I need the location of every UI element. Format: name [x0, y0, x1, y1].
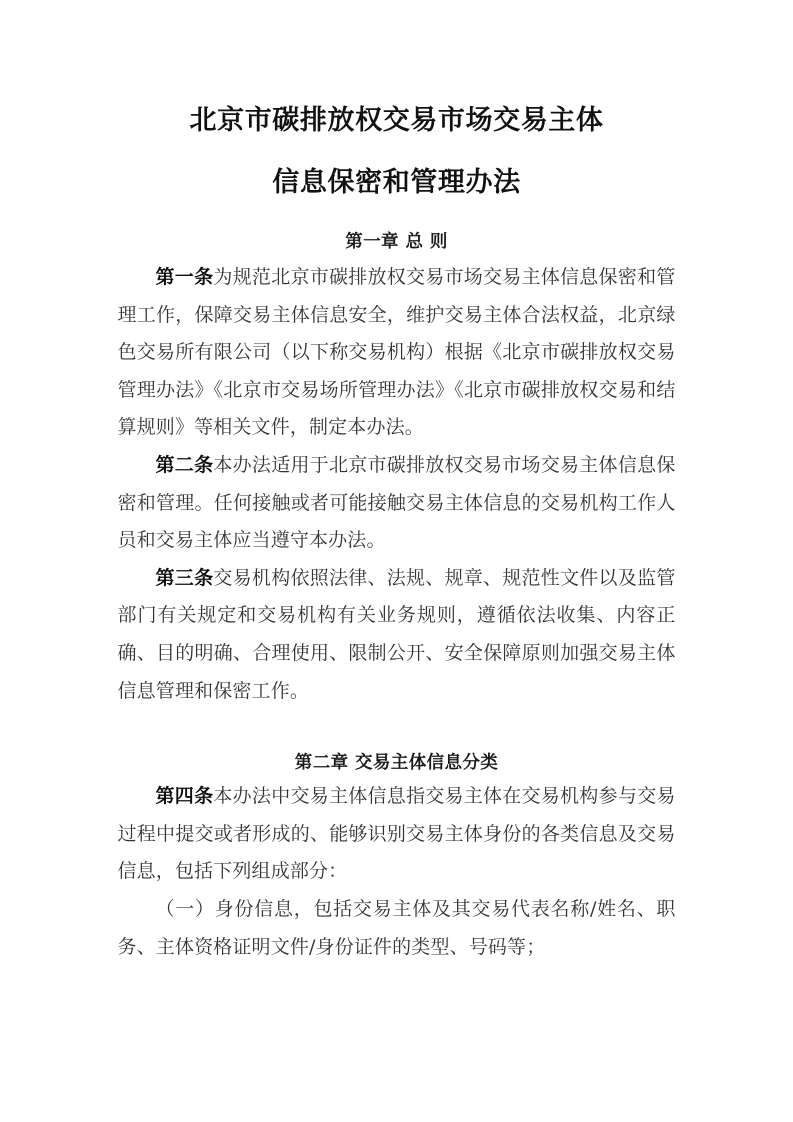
article-label: 第三条 [155, 566, 214, 589]
chapter-2-body [118, 778, 676, 966]
document-title-line-1: 北京市碳排放权交易市场交易主体 [189, 105, 604, 136]
article-label: 第四条 [155, 785, 214, 808]
list-item-paragraph [118, 891, 676, 966]
article-label: 第二条 [155, 453, 214, 476]
document-title [0, 0, 793, 200]
article-paragraph [118, 259, 676, 447]
article-paragraph [118, 560, 676, 710]
chapter-1-body [118, 259, 676, 710]
chapter-heading-2: 第二章 交易主体信息分类 [294, 753, 499, 774]
document-title-line-2: 信息保密和管理办法 [272, 167, 521, 198]
list-item-text: （一）身份信息，包括交易主体及其交易代表名称/姓名、职务、主体资格证明文件/身份证件的类型、号码等； [117, 897, 676, 958]
article-text: 为规范北京市碳排放权交易市场交易主体信息保密和管理工作，保障交易主体信息安全，维护交易主体合法权益，北京绿色交易所有限公司（以下称交易机构）根据《北京市碳排放权交易管理办法》《北京市交易场所管理办法》《北京市碳排放权交易和结算规则》等相关文件，制定本办法。 [117, 266, 676, 439]
article-paragraph [118, 447, 676, 560]
chapter-heading-1: 第一章 总 则 [345, 232, 448, 252]
article-paragraph [118, 778, 676, 891]
article-text: 交易机构依照法律、法规、规章、规范性文件以及监管部门有关规定和交易机构有关业务规则，遵循依法收集、内容正确、目的明确、合理使用、限制公开、安全保障原则加强交易主体信息管理和保密工作。 [117, 566, 676, 702]
article-text: 本办法适用于北京市碳排放权交易市场交易主体信息保密和管理。任何接触或者可能接触交易主体信息的交易机构工作人员和交易主体应当遵守本办法。 [117, 453, 676, 552]
article-label: 第一条 [155, 266, 214, 288]
article-text: 本办法中交易主体信息指交易主体在交易机构参与交易过程中提交或者形成的、能够识别交易主体身份的各类信息及交易信息，包括下列组成部分： [117, 785, 676, 883]
